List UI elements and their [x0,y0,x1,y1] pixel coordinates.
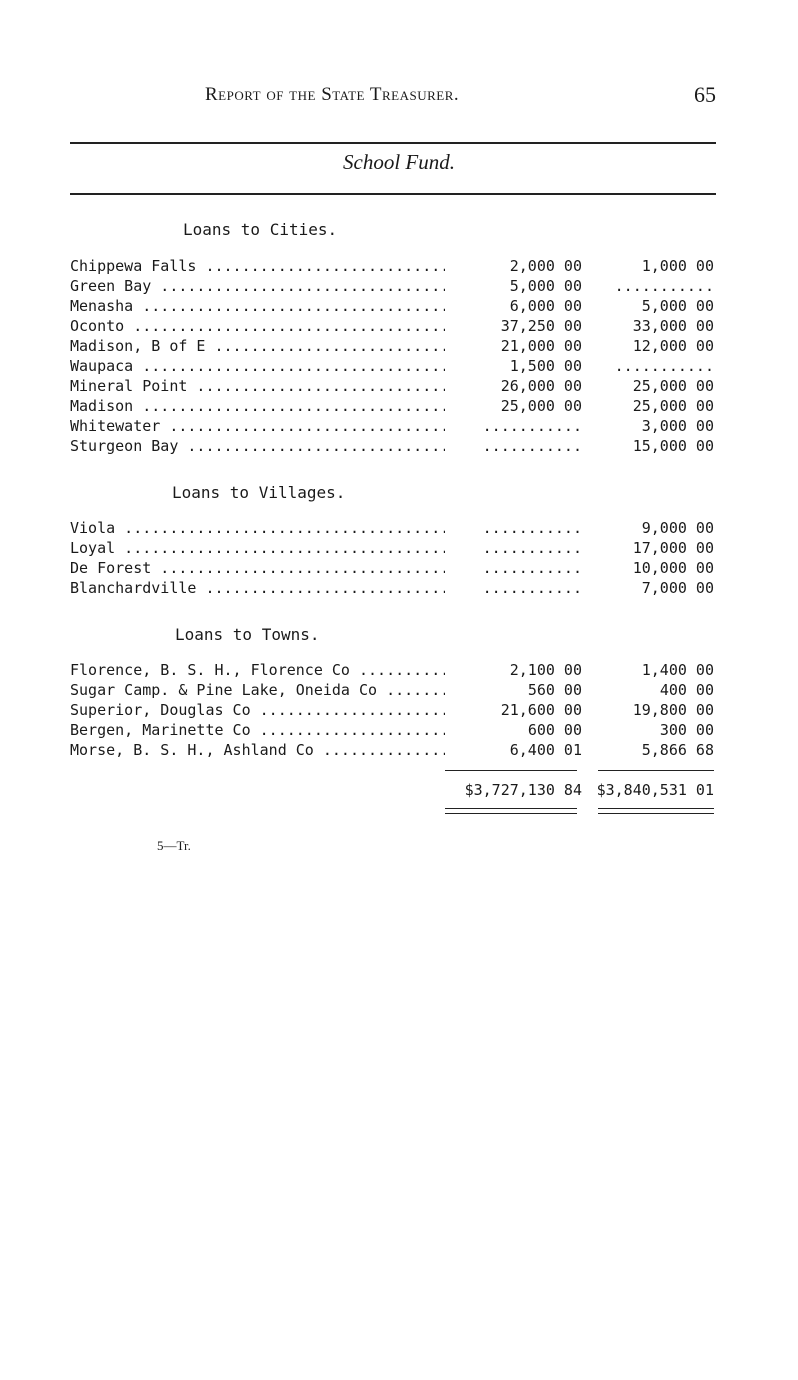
row-amount-1: 5,000 00 [509,277,582,295]
row-amount-1: 26,000 00 [500,377,582,395]
row-amount-2: 19,800 00 [632,701,714,719]
total-col-2: $3,840,531 01 [596,781,714,799]
row-amount-1: ........... [482,539,582,557]
page-number: 65 [694,82,716,107]
row-amount-1: 2,100 00 [509,661,582,679]
table-row [70,518,720,538]
top-rule [70,142,716,144]
row-name: Blanchardville ..... [70,578,445,598]
total-col-1: $3,727,130 84 [464,781,582,799]
row-amount-1: ........... [482,519,582,537]
row-amount-2: ........... [614,277,714,295]
table-row [70,436,720,456]
row-amount-2: 9,000 00 [641,519,714,537]
row-name: Morse, B. S. H., Ashland Co ..... [70,740,445,760]
row-amount-2: 33,000 00 [632,317,714,335]
row-name: Madison, B of E ..... [70,336,445,356]
row-amount-2: 17,000 00 [632,539,714,557]
row-amount-1: ........... [482,437,582,455]
row-amount-1: 1,500 00 [509,357,582,375]
table-row [70,740,720,760]
table-row [70,336,720,356]
running-head [70,84,718,110]
sum-rule-2 [598,770,714,771]
row-amount-1: ........... [482,559,582,577]
row-amount-1: 6,400 01 [509,741,582,759]
sum-rule-1 [445,770,577,771]
table-row [70,538,720,558]
row-amount-2: 25,000 00 [632,377,714,395]
table-row [70,256,720,276]
row-name: Chippewa Falls ..... [70,256,445,276]
row-amount-2: 1,400 00 [641,661,714,679]
row-amount-1: 600 00 [527,721,582,739]
row-amount-1: ........... [482,579,582,597]
table-row [70,376,720,396]
row-name: Sugar Camp. & Pine Lake, Oneida Co ..... [70,680,445,700]
table-row [70,720,720,740]
row-amount-2: 3,000 00 [641,417,714,435]
row-amount-1: 25,000 00 [500,397,582,415]
table-row [70,276,720,296]
table-row [70,558,720,578]
row-name: Loyal ..... [70,538,445,558]
section-title: School Fund. [343,150,455,174]
group-heading-towns: Loans to Towns. [175,625,320,644]
row-name: Sturgeon Bay ..... [70,436,445,456]
row-amount-2: ........... [614,357,714,375]
row-amount-2: 400 00 [659,681,714,699]
row-amount-2: 12,000 00 [632,337,714,355]
table-row [70,680,720,700]
row-name: De Forest ..... [70,558,445,578]
row-name: Oconto ..... [70,316,445,336]
row-amount-1: 37,250 00 [500,317,582,335]
row-amount-1: 21,600 00 [500,701,582,719]
row-amount-2: 1,000 00 [641,257,714,275]
running-title: Report of the State Treasurer. [205,84,460,105]
row-amount-1: 6,000 00 [509,297,582,315]
row-amount-2: 5,000 00 [641,297,714,315]
row-amount-2: 300 00 [659,721,714,739]
signature-mark: 5—Tr. [157,838,191,853]
table-row [70,396,720,416]
row-name: Whitewater ..... [70,416,445,436]
double-rule-1 [445,808,577,814]
row-name: Superior, Douglas Co ..... [70,700,445,720]
row-amount-1: 2,000 00 [509,257,582,275]
table-row [70,416,720,436]
row-name: Madison ..... [70,396,445,416]
table-row [70,296,720,316]
group-heading-cities: Loans to Cities. [183,220,338,239]
row-name: Menasha ..... [70,296,445,316]
table-row [70,660,720,680]
row-amount-2: 5,866 68 [641,741,714,759]
totals-row [0,780,798,800]
row-amount-1: 21,000 00 [500,337,582,355]
double-rule-2 [598,808,714,814]
row-name: Bergen, Marinette Co ..... [70,720,445,740]
row-name: Mineral Point ..... [70,376,445,396]
row-name: Florence, B. S. H., Florence Co ..... [70,660,445,680]
row-amount-2: 15,000 00 [632,437,714,455]
table-row [70,316,720,336]
row-name: Waupaca ..... [70,356,445,376]
section-rule [70,193,716,195]
row-amount-1: ........... [482,417,582,435]
row-amount-1: 560 00 [527,681,582,699]
row-amount-2: 7,000 00 [641,579,714,597]
table-row [70,356,720,376]
row-name: Green Bay ..... [70,276,445,296]
group-heading-villages: Loans to Villages. [172,483,346,502]
table-row [70,700,720,720]
row-name: Viola ..... [70,518,445,538]
row-amount-2: 25,000 00 [632,397,714,415]
row-amount-2: 10,000 00 [632,559,714,577]
table-row [70,578,720,598]
